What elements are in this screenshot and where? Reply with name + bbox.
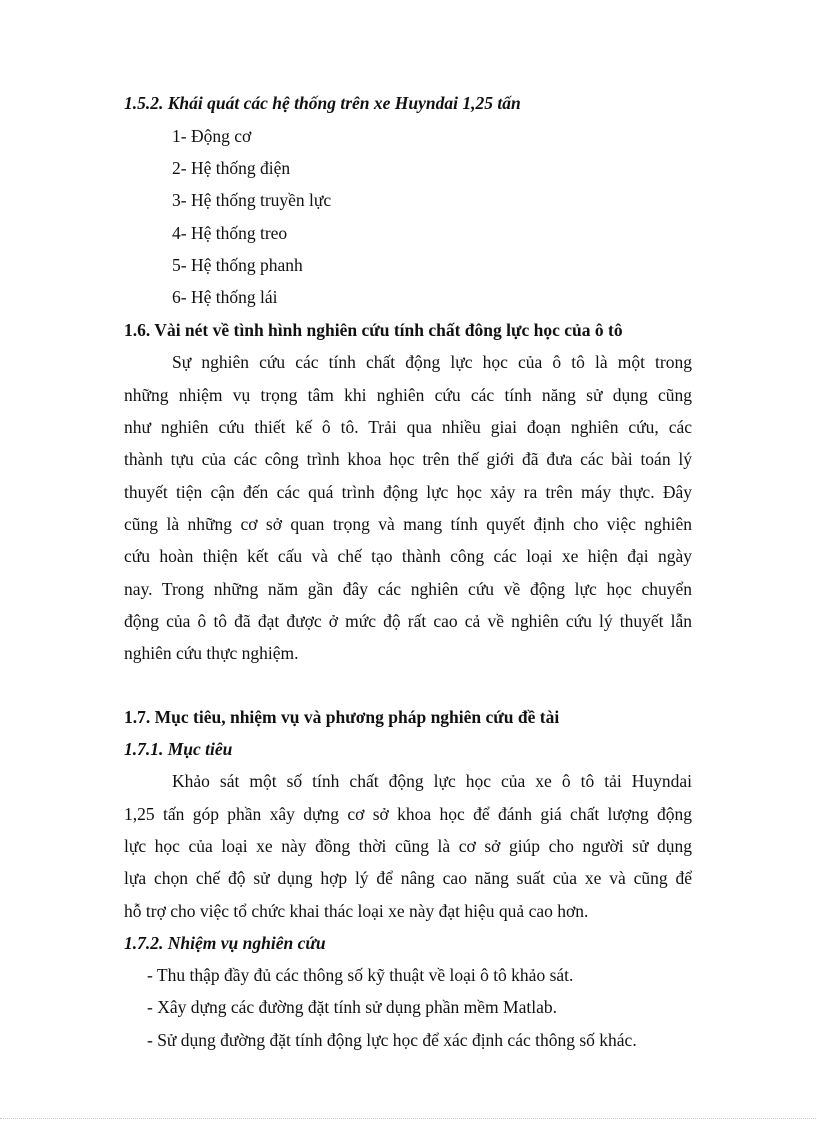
system-list-item: 1- Động cơ (172, 126, 252, 146)
task-list-item: - Thu thập đầy đủ các thông số kỹ thuật về loại ô tô khảo sát. (147, 965, 574, 985)
system-list-item: 3- Hệ thống truyền lực (172, 190, 332, 210)
paragraph-line: 1,25 tấn góp phần xây dựng cơ sở khoa học để đánh giá chất lượng động (124, 804, 692, 824)
paragraph-line: Khảo sát một số tính chất động lực học của xe ô tô tải Huyndai (172, 771, 692, 791)
paragraph-line: lựa chọn chế độ sử dụng hợp lý để nâng cao năng suất của xe và cũng để (124, 868, 692, 888)
system-list-item: 4- Hệ thống treo (172, 223, 288, 243)
section-1-5-2-heading: 1.5.2. Khái quát các hệ thống trên xe Huyndai 1,25 tấn (124, 93, 521, 113)
page-bottom-divider (0, 1118, 816, 1119)
paragraph-line: như nghiên cứu thiết kế ô tô. Trải qua nhiều giai đoạn nghiên cứu, các (124, 417, 692, 437)
paragraph-line: nghiên cứu thực nghiệm. (124, 643, 299, 663)
paragraph-line: cũng là những cơ sở quan trọng và mang tính quyết định cho việc nghiên (124, 514, 692, 534)
paragraph-line: thuyết tiện cận đến các quá trình động lực học xảy ra trên máy thực. Đây (124, 482, 692, 502)
paragraph-line: cứu hoàn thiện kết cấu và chế tạo thành công các loại xe hiện đại ngày (124, 546, 692, 566)
paragraph-line: Sự nghiên cứu các tính chất động lực học của ô tô là một trong (172, 352, 692, 372)
paragraph-line: động của ô tô đã đạt được ở mức độ rất cao cả về nghiên cứu lý thuyết lẫn (124, 611, 692, 631)
paragraph-line: lực học của loại xe này đồng thời cũng là cơ sở giúp cho người sử dụng (124, 836, 692, 856)
section-1-6-heading: 1.6. Vài nét về tình hình nghiên cứu tính chất đông lực học của ô tô (124, 320, 623, 340)
system-list-item: 6- Hệ thống lái (172, 287, 278, 307)
section-1-7-2-heading: 1.7.2. Nhiệm vụ nghiên cứu (124, 933, 326, 953)
task-list-item: - Xây dựng các đường đặt tính sử dụng phần mềm Matlab. (147, 997, 557, 1017)
system-list-item: 5- Hệ thống phanh (172, 255, 303, 275)
task-list-item: - Sử dụng đường đặt tính động lực học để xác định các thông số khác. (147, 1030, 637, 1050)
system-list-item: 2- Hệ thống điện (172, 158, 291, 178)
paragraph-line: hỗ trợ cho việc tổ chức khai thác loại xe này đạt hiệu quả cao hơn. (124, 901, 589, 921)
section-1-7-heading: 1.7. Mục tiêu, nhiệm vụ và phương pháp nghiên cứu đề tài (124, 707, 560, 727)
paragraph-line: những nhiệm vụ trọng tâm khi nghiên cứu các tính năng sử dụng cũng (124, 385, 692, 405)
paragraph-line: thành tựu của các công trình khoa học trên thế giới đã đưa các bài toán lý (124, 449, 692, 469)
paragraph-line: nay. Trong những năm gần đây các nghiên cứu về động lực học chuyển (124, 579, 692, 599)
section-1-7-1-heading: 1.7.1. Mục tiêu (124, 739, 233, 759)
